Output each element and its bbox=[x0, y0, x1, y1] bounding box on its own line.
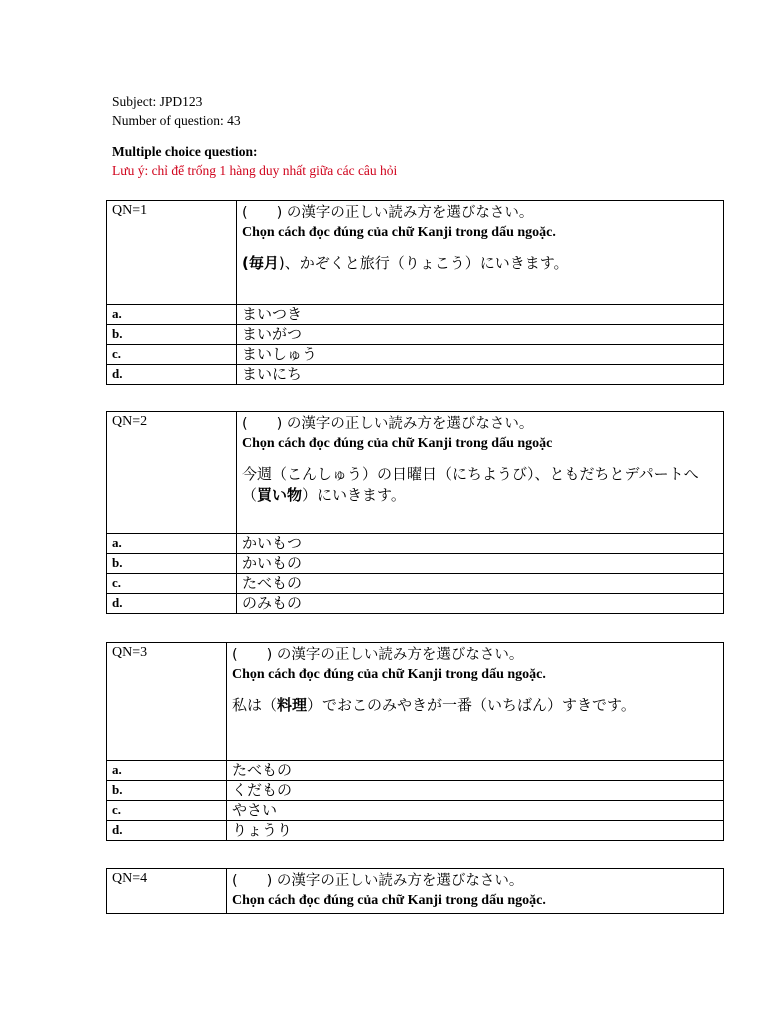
sentence-rest: ）でおこのみやきが一番（いちばん）すきです。 bbox=[307, 696, 636, 714]
option-text: かいもの bbox=[237, 554, 724, 574]
option-text: まいがつ bbox=[237, 325, 724, 345]
instruction-vi: Chọn cách đọc đúng của chữ Kanji trong dấu ngoặc. bbox=[232, 667, 546, 682]
option-row[interactable] bbox=[107, 534, 724, 554]
option-text: たべもの bbox=[227, 761, 724, 781]
option-label: c. bbox=[107, 801, 227, 821]
subject-line: Subject: JPD123 bbox=[112, 94, 203, 109]
target-kanji: 料理 bbox=[277, 696, 308, 714]
question-label: QN=4 bbox=[107, 869, 227, 914]
option-row[interactable] bbox=[107, 781, 724, 801]
option-label: c. bbox=[107, 345, 237, 365]
question-table-1 bbox=[106, 200, 724, 385]
instruction-jp: ( ) の漢字の正しい読み方を選びなさい。 bbox=[242, 416, 534, 432]
question-table-2 bbox=[106, 411, 724, 614]
option-row[interactable] bbox=[107, 821, 724, 841]
option-text: かいもつ bbox=[237, 534, 724, 554]
option-row[interactable] bbox=[107, 325, 724, 345]
question-body bbox=[237, 201, 724, 305]
option-text: まいにち bbox=[237, 365, 724, 385]
question-table-4 bbox=[106, 868, 724, 914]
target-kanji: 毎月 bbox=[248, 254, 279, 272]
question-body bbox=[227, 869, 724, 914]
instruction-jp: ( ) の漢字の正しい読み方を選びなさい。 bbox=[242, 205, 534, 221]
option-row[interactable] bbox=[107, 554, 724, 574]
option-text: たべもの bbox=[237, 574, 724, 594]
option-row[interactable] bbox=[107, 801, 724, 821]
sentence-rest: )、かぞくと旅行（りょこう）にいきます。 bbox=[278, 254, 569, 272]
option-label: a. bbox=[107, 305, 237, 325]
option-label: c. bbox=[107, 574, 237, 594]
option-row[interactable] bbox=[107, 574, 724, 594]
option-text: まいしゅう bbox=[237, 345, 724, 365]
question-sentence bbox=[242, 253, 718, 286]
option-label: a. bbox=[107, 761, 227, 781]
option-row[interactable] bbox=[107, 761, 724, 781]
option-label: d. bbox=[107, 821, 227, 841]
option-label: b. bbox=[107, 554, 237, 574]
question-label: QN=1 bbox=[107, 201, 237, 305]
instruction-vi: Chọn cách đọc đúng của chữ Kanji trong dấu ngoặc bbox=[242, 436, 553, 451]
instruction-jp: ( ) の漢字の正しい読み方を選びなさい。 bbox=[232, 647, 524, 663]
option-text: まいつき bbox=[237, 305, 724, 325]
question-table-3 bbox=[106, 642, 724, 841]
option-label: b. bbox=[107, 325, 237, 345]
option-label: d. bbox=[107, 594, 237, 614]
option-row[interactable] bbox=[107, 365, 724, 385]
question-label: QN=2 bbox=[107, 412, 237, 534]
option-row[interactable] bbox=[107, 594, 724, 614]
question-count: Number of question: 43 bbox=[112, 113, 241, 128]
target-kanji: 買い物 bbox=[257, 486, 303, 504]
option-text: やさい bbox=[227, 801, 724, 821]
option-label: b. bbox=[107, 781, 227, 801]
option-row[interactable] bbox=[107, 305, 724, 325]
sentence-open-paren: ( bbox=[242, 254, 249, 272]
document-header bbox=[112, 92, 397, 180]
section-title: Multiple choice question: bbox=[112, 144, 258, 159]
instruction-vi: Chọn cách đọc đúng của chữ Kanji trong dấu ngoặc. bbox=[232, 893, 546, 908]
question-label: QN=3 bbox=[107, 643, 227, 761]
sentence-rest: ）にいきます。 bbox=[302, 486, 406, 504]
question-sentence bbox=[232, 695, 718, 728]
option-label: a. bbox=[107, 534, 237, 554]
question-body bbox=[237, 412, 724, 534]
option-text: のみもの bbox=[237, 594, 724, 614]
sentence-start: 私は（ bbox=[232, 696, 278, 714]
instruction-jp: ( ) の漢字の正しい読み方を選びなさい。 bbox=[232, 873, 524, 889]
option-text: くだもの bbox=[227, 781, 724, 801]
sentence-start: 今週（こんしゅう）の日曜日（にちようび）、ともだちとデパートへ（ bbox=[242, 465, 699, 504]
question-body bbox=[227, 643, 724, 761]
option-row[interactable] bbox=[107, 345, 724, 365]
option-label: d. bbox=[107, 365, 237, 385]
option-text: りょうり bbox=[227, 821, 724, 841]
question-sentence bbox=[242, 464, 718, 518]
instruction-vi: Chọn cách đọc đúng của chữ Kanji trong dấu ngoặc. bbox=[242, 225, 556, 240]
note-text: Lưu ý: chỉ để trống 1 hàng duy nhất giữa các câu hỏi bbox=[112, 163, 398, 178]
